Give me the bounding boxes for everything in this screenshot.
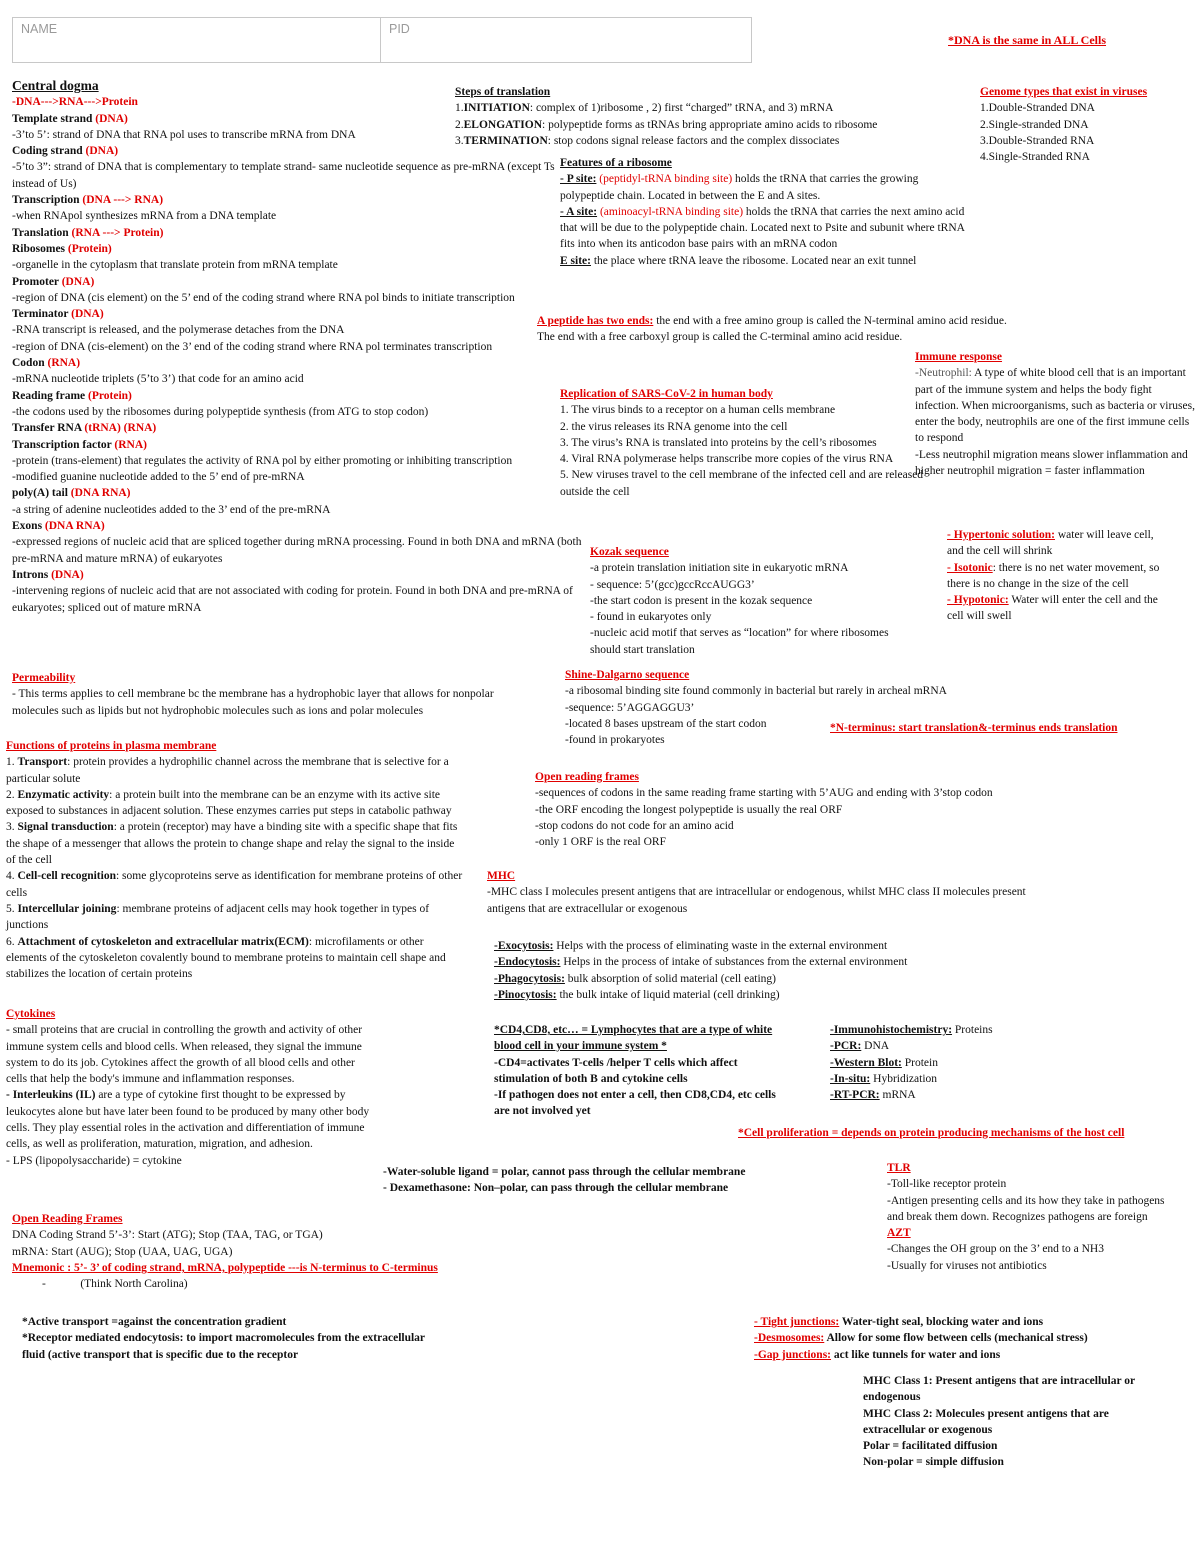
membrane-proteins-section (6, 738, 466, 982)
cytosis-item-text: Helps with the process of eliminating waste in the external environment (553, 940, 888, 952)
membrane-protein-item (6, 868, 466, 901)
cytosis-item-term: -Pinocytosis: (494, 988, 557, 1001)
central-dogma-entries (12, 111, 582, 616)
cell-proliferation-note: *Cell proliferation = depends on protein producing mechanisms of the host cell (738, 1127, 1125, 1139)
permeability-section (12, 670, 537, 719)
immune-section (915, 349, 1197, 479)
receptor-endocytosis-line: *Receptor mediated endocytosis: to import macromolecules from the extracellular fluid (active transport that is specific due to the receptor (22, 1332, 425, 1361)
translation-step (455, 100, 975, 116)
tonicity-item (947, 527, 1167, 560)
mhc-section (487, 868, 1047, 917)
membrane-protein-item (6, 819, 466, 868)
item-text: : membrane proteins of adjacent cells may hook together in types of junctions (6, 902, 430, 932)
kozak-section (590, 544, 910, 658)
shine-line: -located 8 bases upstream of the start codon (565, 717, 767, 730)
peptide-ends-title: A peptide has two ends: (537, 315, 654, 327)
name-field[interactable]: NAME (13, 18, 381, 62)
junction-item (754, 1314, 1194, 1330)
dogma-tag: (RNA) (47, 357, 81, 370)
p-site-red: (peptidyl-tRNA binding site) (596, 173, 733, 186)
dogma-term-line (12, 518, 582, 534)
dogma-term: Introns (12, 568, 52, 581)
orf-mid-line: -sequences of codons in the same reading frame starting with 5’AUG and ending with 3’stop codon (535, 787, 993, 800)
dogma-definition: -the codons used by the ribosomes during polypeptide synthesis (from ATG to stop codon) (12, 405, 429, 418)
a-site-term: - A site: (560, 205, 598, 218)
dogma-term: Codon (12, 357, 48, 370)
junction-item-text: Allow for some flow between cells (mechanical stress) (824, 1332, 1088, 1345)
mhc-summary-line: Polar = facilitated diffusion (863, 1440, 998, 1453)
cytokines-title: Cytokines (6, 1008, 56, 1020)
dogma-term-line (12, 567, 582, 583)
dogma-definition: -intervening regions of nucleic acid that are not associated with coding for protein. Found in both DNA and pre-mRNA of eukaryotes; spliced out of mature mRNA (12, 585, 573, 614)
dogma-term: Template strand (12, 112, 96, 125)
genome-type-item: 1.Double-Stranded DNA (980, 102, 1095, 115)
shine-line: -found in prokaryotes (565, 734, 665, 747)
tonicity-item-text: water will leave cell, and the cell will shrink (947, 529, 1154, 558)
kozak-list (590, 560, 910, 658)
active-transport-section (22, 1314, 442, 1363)
neutrophil-text (915, 365, 1197, 446)
dogma-term: Promoter (12, 275, 62, 288)
orf-left-line-0: DNA Coding Strand 5’-3’: Start (ATG); Stop (TAA, TAG, or TGA) (12, 1229, 323, 1242)
item-term: Signal transduction (17, 821, 114, 834)
technique-item-text: mRNA (879, 1089, 916, 1102)
immune-title: Immune response (915, 351, 1003, 363)
peptide-ends (537, 313, 1027, 346)
junction-item-term: -Desmosomes: (754, 1332, 825, 1345)
technique-item (830, 1022, 1090, 1038)
tonicity-section (947, 527, 1167, 625)
junction-item-text: Water-tight seal, blocking water and ions (839, 1316, 1044, 1328)
orf-think: - (Think North Carolina) (42, 1278, 188, 1291)
dogma-definition: -organelle in the cytoplasm that translate protein from mRNA template (12, 259, 338, 272)
tonicity-item (947, 560, 1167, 593)
tonicity-list (947, 527, 1167, 625)
neutrophil-desc: A type of white blood cell that is an important part of the immune system and helps the body fight infection. When microorganisms, such as bacteria or viruses, enter the body, neutrophils are one of the first immune cells to respond (915, 367, 1195, 445)
dogma-term-line (12, 192, 582, 208)
shine-title: Shine-Dalgarno sequence (565, 669, 690, 681)
shine-line: -sequence: 5’AGGAGGU3’ (565, 701, 695, 714)
sars-step: 1. The virus binds to a receptor on a human cells membrane (560, 404, 836, 417)
a-site (560, 204, 970, 253)
step-term: INITIATION (463, 102, 530, 115)
genome-type-item: 2.Single-stranded DNA (980, 118, 1089, 131)
sars-title: Replication of SARS-CoV-2 in human body (560, 388, 773, 400)
p-site (560, 171, 970, 204)
dogma-tag: (DNA) (95, 112, 128, 125)
membrane-proteins-list (6, 754, 466, 982)
dogma-tag: (DNA) (61, 275, 95, 288)
step-term: TERMINATION (463, 134, 548, 147)
dogma-term-line (12, 274, 582, 290)
mhc-summary-line: MHC Class 1: Present antigens that are intracellular or endogenous (863, 1375, 1135, 1404)
technique-item-text: Hybridization (870, 1072, 938, 1085)
orf-left-line-1: mRNA: Start (AUG); Stop (UAA, UAG, UGA) (12, 1245, 233, 1258)
cytosis-item (494, 954, 1014, 970)
dogma-term: Transcription factor (12, 438, 115, 451)
membrane-protein-item (6, 754, 466, 787)
dogma-tag: (Protein) (88, 389, 132, 402)
item-term: Cell-cell recognition (17, 870, 116, 883)
dogma-term: Terminator (12, 308, 72, 321)
junction-item-text: act like tunnels for water and ions (831, 1348, 1001, 1361)
sars-step: 2. the virus releases its RNA genome into the cell (560, 420, 788, 433)
dogma-definition: -5’to 3”: strand of DNA that is complementary to template strand- same nucleotide sequence as pre-mRNA (except Ts instead of Us) (12, 161, 555, 190)
dogma-definition: -a string of adenine nucleotides added to the 3’ end of the pre-mRNA (12, 503, 331, 516)
dogma-term-line (12, 225, 582, 241)
orf-left-section (12, 1211, 552, 1292)
technique-item-term: -RT-PCR: (830, 1089, 880, 1102)
orf-mid-line: -the ORF encoding the longest polypeptide is usually the real ORF (535, 803, 843, 816)
technique-item-term: -Immunohistochemistry: (830, 1024, 953, 1036)
dogma-tag: (DNA) (85, 145, 119, 158)
cytokines-section (6, 1006, 378, 1169)
step-number: 1. (455, 102, 464, 115)
tonicity-item-term: - Hypotonic: (947, 594, 1009, 607)
dogma-term: Ribosomes (12, 242, 68, 255)
item-term: Attachment of cytoskeleton and extracellular matrix(ECM) (17, 935, 309, 948)
a-site-red: (aminoacyl-tRNA binding site) (597, 205, 744, 218)
techniques-list (830, 1022, 1090, 1103)
cytosis-item-term: -Exocytosis: (494, 940, 554, 952)
technique-item-term: -In-situ: (830, 1072, 871, 1085)
mhc-title: MHC (487, 870, 516, 882)
dogma-definition: -mRNA nucleotide triplets (5’to 3’) that code for an amino acid (12, 373, 304, 386)
azt-line-1: -Usually for viruses not antibiotics (887, 1259, 1047, 1272)
junctions-section (754, 1314, 1194, 1363)
sars-step: 4. Viral RNA polymerase helps transcribe more copies of the virus RNA (560, 453, 894, 466)
technique-item-text: Protein (901, 1056, 938, 1069)
item-number: 1. (6, 756, 18, 769)
cd4-title: *CD4,CD8, etc… = Lymphocytes that are a type of white blood cell in your immune system * (494, 1024, 773, 1053)
dogma-tag: (DNA) (71, 308, 104, 321)
cd4-line-1: -If pathogen does not enter a cell, then CD8,CD4, etc cells are not involved yet (494, 1089, 776, 1118)
dogma-definition: -modified guanine nucleotide added to the 5’ end of pre-mRNA (12, 471, 305, 484)
item-number: 4. (6, 870, 18, 883)
lps-line: - LPS (lipopolysaccharide) = cytokine (6, 1154, 182, 1167)
orf-mnemonic: Mnemonic : 5’- 3’ of coding strand, mRNA, polypeptide ---is N-terminus to C-terminus (12, 1261, 438, 1274)
dogma-term: Translation (12, 226, 72, 239)
translation-step (455, 133, 975, 149)
dogma-term: Reading frame (12, 389, 89, 402)
item-number: 3. (6, 821, 18, 834)
dogma-term: Exons (12, 520, 45, 533)
item-text: : a protein (receptor) may have a binding site with a specific shape that fits the shape of a messenger that allows the protein to change shape and relay the signal to the inside of the cell (6, 821, 458, 867)
technique-item (830, 1071, 1090, 1087)
step-number: 2. (455, 118, 464, 131)
p-site-text: holds the tRNA that carries the growing polypeptide chain. Located in between the E and A sites. (560, 173, 919, 202)
peptide-ends-section (537, 313, 1027, 346)
step-term: ELONGATION (463, 118, 543, 131)
tonicity-item-text: : there is no net water movement, so there is no change in the size of the cell (947, 561, 1160, 590)
dogma-definition: -region of DNA (cis-element) on the 3’ end of the coding strand where RNA pol terminates transcription (12, 340, 493, 353)
sars-step: 5. New viruses travel to the cell membrane of the infected cell and are released outside the cell (560, 469, 924, 498)
membrane-protein-item (6, 901, 466, 934)
translation-steps-list (455, 100, 975, 149)
dogma-tag: (RNA) (114, 438, 147, 451)
ribosome-features-title: Features of a ribosome (560, 157, 672, 169)
interleukins-desc: are a type of cytokine first thought to be expressed by leukocytes alone but have later been found to be produced by many other body cells. They play essential roles in the activation and differentiation of immune cells, as well as proliferation, maturation, migration, and adhesion. (6, 1089, 370, 1151)
dogma-term-line (12, 388, 582, 404)
item-text: : protein provides a hydrophilic channel across the membrane that is selective for a particular solute (6, 756, 449, 785)
cytosis-item (494, 938, 1014, 954)
technique-item-text: DNA (861, 1040, 890, 1053)
junction-item-term: - Tight junctions: (754, 1316, 840, 1328)
active-transport-line: *Active transport =against the concentration gradient (22, 1316, 287, 1328)
shine-line: -a ribosomal binding site found commonly in bacterial but rarely in archeal mRNA (565, 685, 947, 698)
dogma-tag: (DNA RNA) (44, 520, 105, 533)
ribosome-features-section (560, 155, 970, 269)
junction-item-term: -Gap junctions: (754, 1348, 831, 1361)
techniques-section (830, 1022, 1090, 1103)
permeability-text: - This terms applies to cell membrane bc the membrane has a hydrophobic layer that allows for nonpolar molecules such as lipids but not hydrophobic molecules such as ions and polar molecules (12, 688, 494, 717)
e-site-term: E site: (560, 254, 591, 267)
mhc-summary-line: MHC Class 2: Molecules present antigens that are extracellular or exogenous (863, 1407, 1109, 1436)
cd4-section (494, 1022, 794, 1120)
junction-item (754, 1347, 1194, 1363)
dogma-definition: -region of DNA (cis element) on the 5’ end of the coding strand where RNA pol binds to initiate transcription (12, 291, 515, 304)
dogma-tag: (Protein) (67, 242, 112, 255)
dogma-term: Coding strand (12, 145, 86, 158)
cytosis-list (494, 938, 1014, 1003)
central-dogma-subtitle: -DNA--->RNA--->Protein (12, 96, 138, 109)
shine-list (565, 683, 1035, 748)
dogma-term-line (12, 355, 582, 371)
dogma-term: Transfer RNA (12, 422, 85, 435)
cytokines-text: - small proteins that are crucial in controlling the growth and activity of other immune system cells and blood cells. When released, they signal the immune system to do its job. Cytokines affect the growth of all blood cells and other cells that help the body's immune and inflammation responses. (6, 1024, 363, 1086)
dna-same-note: *DNA is the same in ALL Cells (948, 33, 1107, 47)
translation-step (455, 117, 975, 133)
neutrophil-migration: -Less neutrophil migration means slower inflammation and higher neutrophil migration = faster inflammation (915, 448, 1188, 478)
p-site-term: - P site: (560, 173, 597, 186)
cytosis-section (494, 938, 1014, 1003)
step-text: : polypeptide forms as tRNAs bring appropriate amino acids to ribosome (542, 118, 878, 131)
dogma-term: Transcription (12, 194, 83, 207)
dogma-definition: -expressed regions of nucleic acid that are spliced together during mRNA processing. Found in both DNA and mRNA (both pre-mRNA and mature mRNA) of eukaryotes (12, 536, 582, 565)
item-term: Enzymatic activity (17, 788, 110, 801)
peptide-ends-text: the end with a free amino group is called the N-terminal amino acid residue. The end with a free carboxyl group is called the C-terminal amino acid residue. (537, 315, 1007, 344)
tlr-section (887, 1160, 1167, 1274)
translation-steps-title: Steps of translation (455, 86, 551, 98)
azt-title: AZT (887, 1227, 911, 1240)
technique-item-term: -Western Blot: (830, 1056, 902, 1069)
ligand-line-0: -Water-soluble ligand = polar, cannot pass through the cellular membrane (383, 1166, 746, 1178)
membrane-protein-item (6, 787, 466, 820)
tlr-line-1: -Antigen presenting cells and its how they take in pathogens and break them down. Recognizes pathogens are foreign (887, 1194, 1165, 1223)
item-term: Transport (17, 756, 68, 769)
cytosis-item-term: -Phagocytosis: (494, 972, 565, 985)
central-dogma-section (12, 78, 582, 616)
genome-types-title: Genome types that exist in viruses (980, 86, 1148, 98)
neutrophil-label: -Neutrophil: (915, 367, 972, 380)
cytosis-item (494, 971, 1014, 987)
kozak-title: Kozak sequence (590, 546, 669, 558)
tonicity-item-term: - Isotonic (947, 561, 993, 574)
dogma-definition: -when RNApol synthesizes mRNA from a DNA template (12, 210, 277, 223)
item-number: 2. (6, 788, 18, 801)
cytosis-item-text: bulk absorption of solid material (cell eating) (564, 972, 777, 985)
e-site (560, 253, 970, 269)
sars-step: 3. The virus’s RNA is translated into proteins by the cell’s ribosomes (560, 436, 877, 449)
technique-item-text: Proteins (952, 1024, 993, 1036)
e-site-text: the place where tRNA leave the ribosome. Located near an exit tunnel (590, 254, 917, 267)
item-text: : some glycoproteins serve as identification for membrane proteins of other cells (6, 870, 463, 899)
genome-types-list (980, 100, 1170, 165)
cytosis-item-text: the bulk intake of liquid material (cell drinking) (556, 988, 780, 1001)
cytosis-item-text: Helps in the process of intake of substances from the external environment (560, 956, 908, 969)
kozak-line: - found in eukaryotes only (590, 611, 712, 624)
mhc-text: -MHC class I molecules present antigens that are intracellular or endogenous, whilst MHC class II molecules present antigens that are extracellular or exogenous (487, 886, 1026, 915)
orf-mid-line: -only 1 ORF is the real ORF (535, 836, 666, 849)
azt-line-0: -Changes the OH group on the 3’ end to a NH3 (887, 1243, 1104, 1256)
technique-item (830, 1087, 1090, 1103)
kozak-line: -a protein translation initiation site in eukaryotic mRNA (590, 562, 849, 575)
step-text: : complex of 1)ribosome , 2) first “charged” tRNA, and 3) mRNA (529, 102, 834, 115)
tlr-line-0: -Toll-like receptor protein (887, 1178, 1007, 1191)
genome-type-item: 3.Double-Stranded RNA (980, 134, 1095, 147)
orf-mid-title: Open reading frames (535, 771, 639, 783)
dogma-term-line (12, 420, 582, 436)
dogma-tag: (DNA) (51, 568, 84, 581)
dogma-definition: -RNA transcript is released, and the polymerase detaches from the DNA (12, 324, 345, 337)
orf-mid-list (535, 785, 1065, 850)
n-terminus-note: *N-terminus: start translation&-terminus ends translation (830, 722, 1118, 734)
a-site-text: holds the tRNA that carries the next amino acid that will be due to the polypeptide chain. Located next to Psite and subunit where tRNA fits into when its anticodon base pairs with an mRNA codon (560, 205, 965, 251)
tonicity-item-term: - Hypertonic solution: (947, 529, 1055, 541)
permeability-title: Permeability (12, 672, 76, 684)
dogma-definition: -3’to 5’: strand of DNA that RNA pol uses to transcribe mRNA from DNA (12, 128, 356, 141)
kozak-line: -nucleic acid motif that serves as “location” for where ribosomes should start translation (590, 627, 889, 656)
item-term: Intercellular joining (17, 902, 117, 915)
dogma-term-line (12, 306, 582, 322)
item-number: 5. (6, 902, 18, 915)
dogma-term-line (12, 437, 582, 453)
junction-item (754, 1330, 1194, 1346)
orf-mid-section (535, 769, 1065, 850)
interleukins-text (6, 1087, 378, 1152)
tonicity-item (947, 592, 1167, 625)
item-text: : microfilaments or other elements of the cytoskeleton covalently bound to membrane proteins to maintain cell shape and stabilizes the location of certain proteins (6, 935, 446, 981)
ligand-section (383, 1164, 843, 1197)
mhc-summary-section (863, 1373, 1163, 1471)
orf-left-title: Open Reading Frames (12, 1213, 123, 1225)
ligand-line-1: - Dexamethasone: Non–polar, can pass through the cellular membrane (383, 1182, 729, 1195)
dogma-tag: (tRNA) (RNA) (84, 422, 157, 435)
cytosis-item (494, 987, 1014, 1003)
interleukins-term: - Interleukins (IL) (6, 1089, 96, 1102)
kozak-line: -the start codon is present in the kozak sequence (590, 594, 813, 607)
step-text: : stop codons signal release factors and the complex dissociates (547, 134, 840, 147)
dogma-tag: (RNA ---> Protein) (71, 226, 164, 239)
item-number: 6. (6, 935, 18, 948)
dogma-term: poly(A) tail (12, 487, 71, 500)
item-text: : a protein built into the membrane can be an enzyme with its active site exposed to substances in adjacent solution. These enzymes carries put steps in catabolic pathway (6, 788, 452, 818)
junctions-list (754, 1314, 1194, 1363)
pid-field[interactable]: PID (389, 22, 410, 36)
dogma-term-line (12, 485, 582, 501)
technique-item (830, 1038, 1090, 1054)
dogma-definition: -protein (trans-element) that regulates the activity of RNA pol by either promoting or inhibiting transcription (12, 454, 513, 467)
step-number: 3. (455, 134, 464, 147)
kozak-line: - sequence: 5’(gcc)gccRccAUGG3’ (590, 578, 755, 591)
cd4-line-0: -CD4=activates T-cells /helper T cells which affect stimulation of both B and cytokine cells (494, 1056, 738, 1085)
technique-item-term: -PCR: (830, 1040, 862, 1053)
genome-types-section (980, 84, 1170, 165)
translation-steps-section (455, 84, 975, 149)
central-dogma-title: Central dogma (12, 78, 99, 93)
sars-list (560, 402, 930, 500)
sars-section (560, 386, 930, 500)
mhc-summary-list (863, 1373, 1163, 1471)
membrane-protein-item (6, 934, 466, 983)
cytosis-item-term: -Endocytosis: (494, 956, 561, 969)
tlr-title: TLR (887, 1162, 911, 1174)
mhc-summary-line: Non-polar = simple diffusion (863, 1456, 1004, 1469)
membrane-proteins-title: Functions of proteins in plasma membrane (6, 740, 217, 752)
dogma-tag: (DNA ---> RNA) (82, 194, 164, 207)
genome-type-item: 4.Single-Stranded RNA (980, 151, 1090, 164)
tonicity-item-text: Water will enter the cell and the cell will swell (947, 594, 1158, 623)
name-pid-box (12, 17, 752, 63)
dogma-term-line (12, 241, 582, 257)
dogma-tag: (DNA RNA) (70, 487, 131, 500)
technique-item (830, 1055, 1090, 1071)
orf-mid-line: -stop codons do not code for an amino acid (535, 819, 734, 832)
